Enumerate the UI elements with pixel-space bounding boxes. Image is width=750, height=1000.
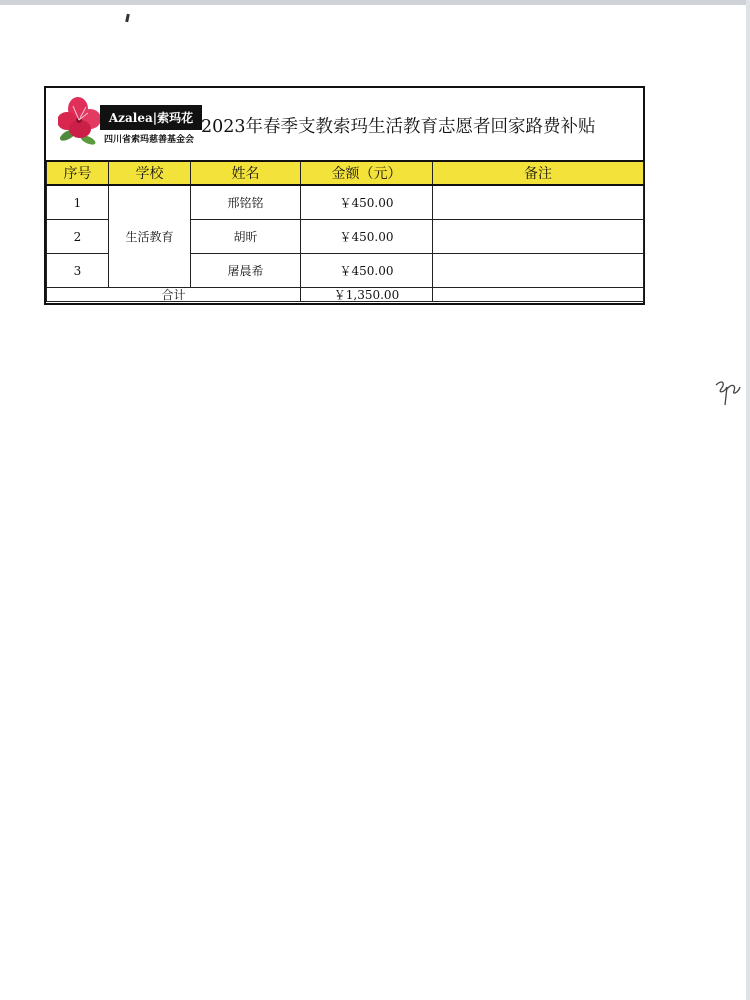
total-row — [47, 288, 644, 302]
row-amount: ￥450.00 — [301, 220, 433, 254]
subsidy-table — [46, 160, 644, 302]
header-note: 备注 — [433, 161, 644, 185]
scan-edge — [0, 0, 750, 5]
header-index: 序号 — [47, 161, 109, 185]
row-name: 胡昕 — [191, 220, 301, 254]
scan-edge-right — [746, 0, 750, 1000]
total-amount: ￥1,350.00 — [301, 288, 433, 302]
row-note — [433, 185, 644, 220]
document-title: 2023年春季支教索玛生活教育志愿者回家路费补贴 — [201, 117, 596, 137]
header-school: 学校 — [109, 161, 191, 185]
logo-organization: 四川省索玛慈善基金会 — [104, 135, 195, 145]
form-header — [46, 88, 643, 160]
scan-speck — [125, 14, 130, 22]
row-amount: ￥450.00 — [301, 185, 433, 220]
handwritten-initials — [712, 375, 742, 411]
logo-brand-plate: Azalea|索玛花 — [100, 105, 202, 130]
row-index: 1 — [47, 185, 109, 220]
total-note — [433, 288, 644, 302]
row-note — [433, 220, 644, 254]
total-label: 合计 — [47, 288, 301, 302]
foundation-logo — [58, 95, 195, 149]
azalea-flower-icon — [58, 95, 104, 149]
school-cell: 生活教育 — [109, 185, 191, 288]
row-index: 3 — [47, 254, 109, 288]
row-name: 屠晨希 — [191, 254, 301, 288]
header-name: 姓名 — [191, 161, 301, 185]
row-index: 2 — [47, 220, 109, 254]
subsidy-form — [44, 86, 645, 305]
row-note — [433, 254, 644, 288]
table-row — [47, 185, 644, 220]
row-amount: ￥450.00 — [301, 254, 433, 288]
row-name: 邢铭铭 — [191, 185, 301, 220]
table-header-row — [47, 161, 644, 185]
header-amount: 金额（元） — [301, 161, 433, 185]
